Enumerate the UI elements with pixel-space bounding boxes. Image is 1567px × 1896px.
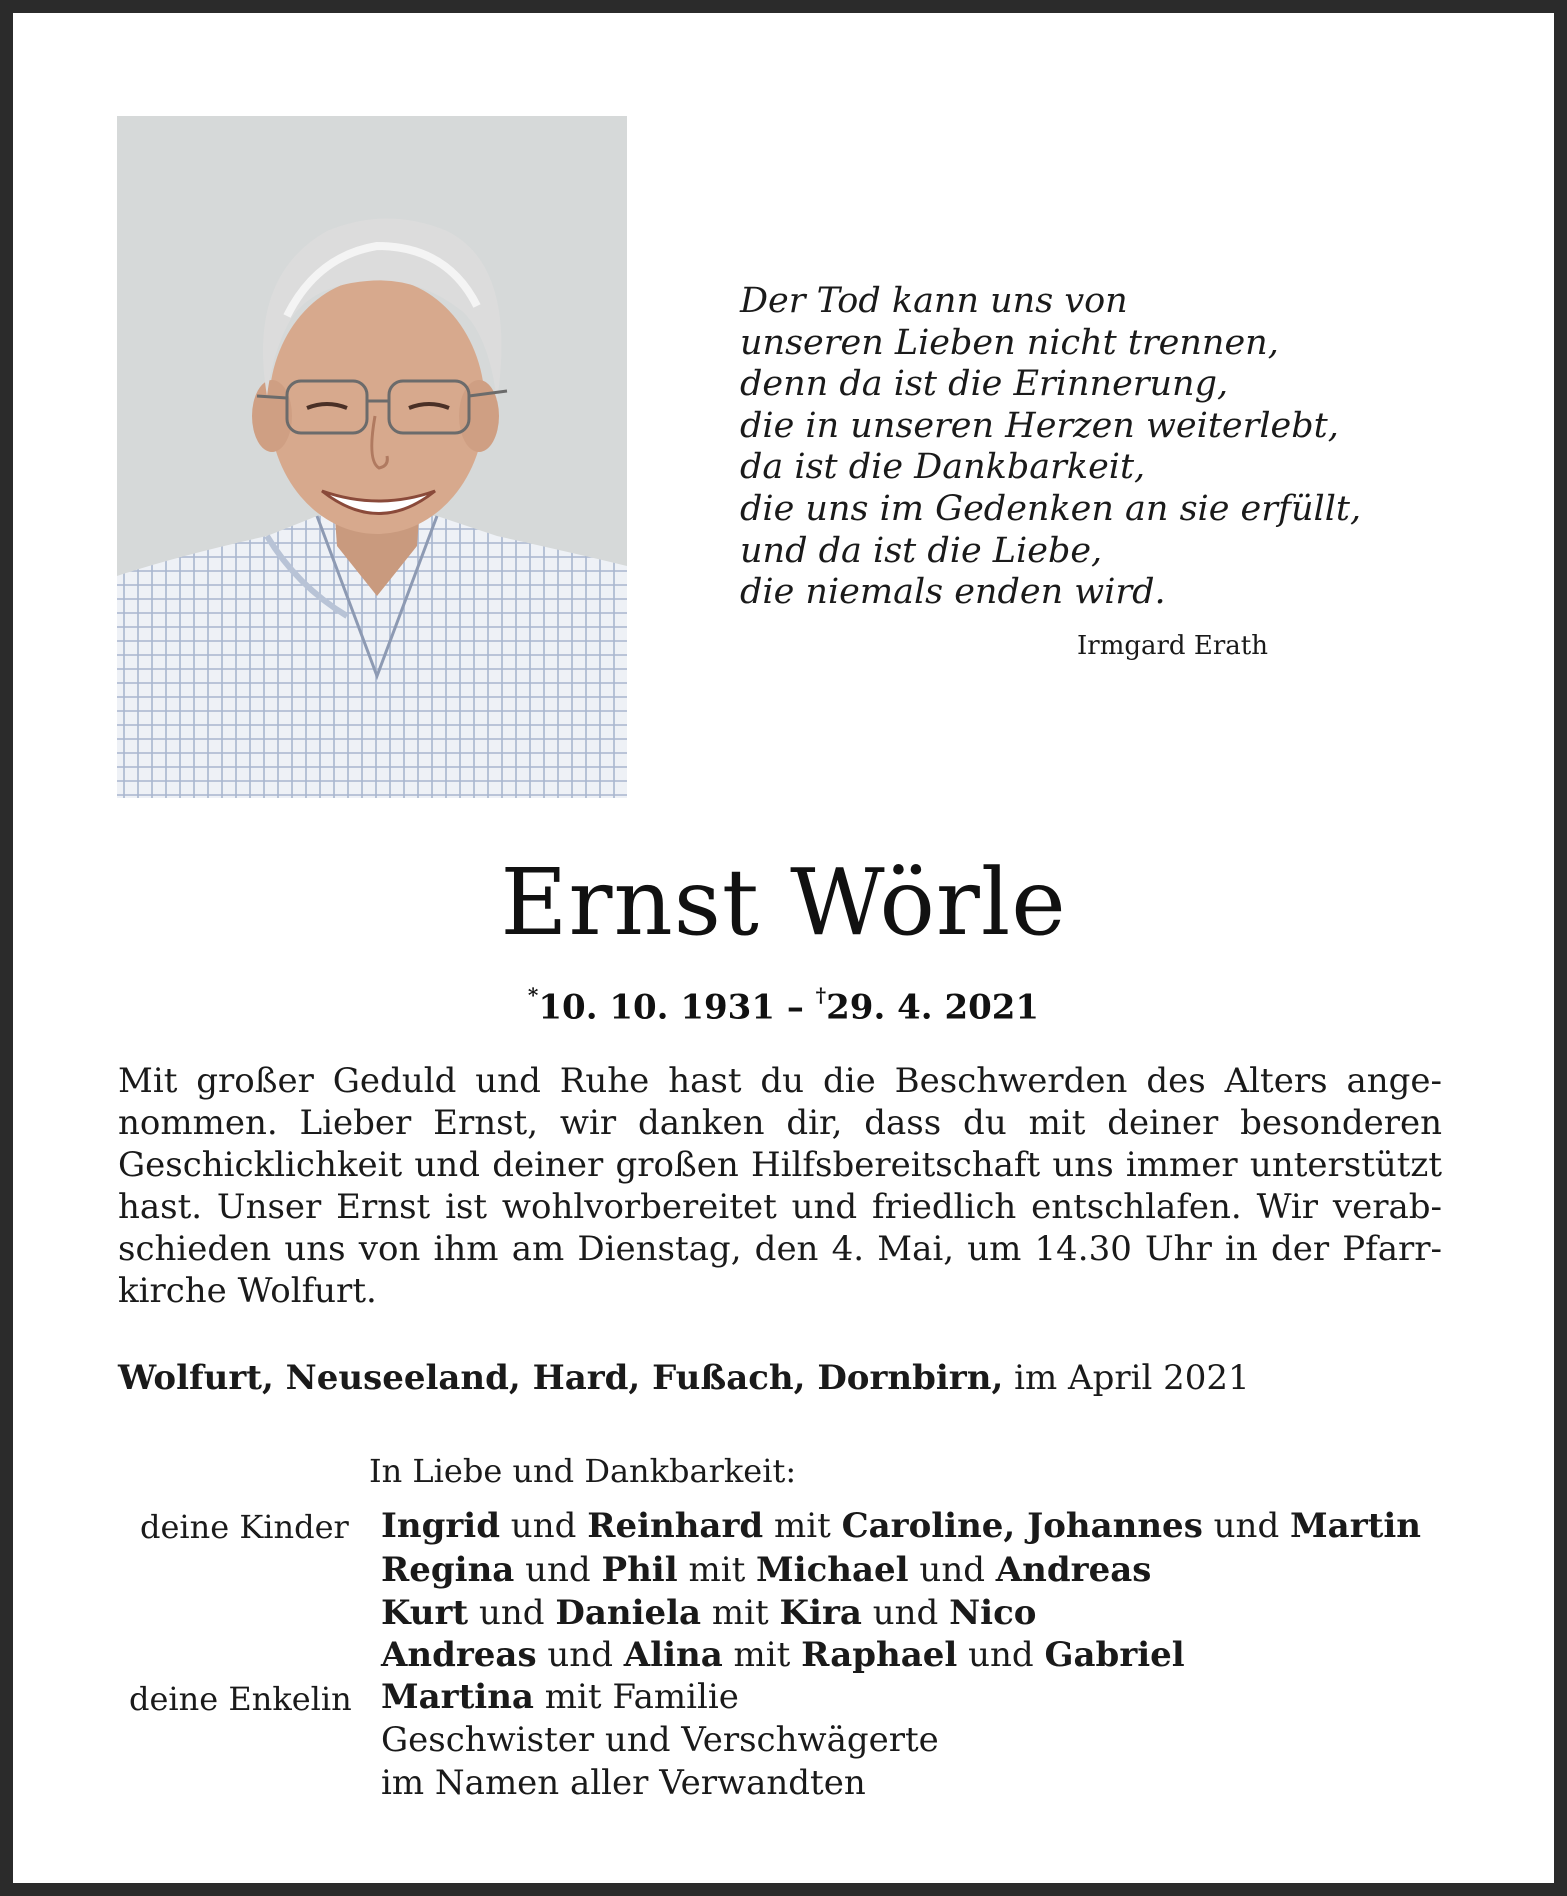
family-name: Martina bbox=[381, 1677, 534, 1717]
family-row bbox=[381, 1549, 1151, 1591]
family-name: Phil bbox=[601, 1550, 678, 1590]
family-name: Caroline, Johannes bbox=[841, 1506, 1203, 1546]
connector: mit bbox=[677, 1550, 757, 1590]
connector: mit bbox=[722, 1635, 802, 1675]
text-line: nommen. Lieber Ernst, wir danken dir, dass du mit deiner besonderen bbox=[118, 1103, 1442, 1143]
family-name: Alina bbox=[623, 1635, 723, 1675]
birth-date: 10. 10. 1931 bbox=[538, 987, 775, 1028]
text-line: kirche Wolfurt. bbox=[118, 1271, 377, 1311]
life-dates bbox=[0, 983, 1567, 1028]
connector: mit Familie bbox=[533, 1677, 739, 1717]
text-line: Geschicklichkeit und deiner großen Hilfsbereitschaft uns immer unterstützt bbox=[118, 1145, 1442, 1185]
family-name: Andreas bbox=[995, 1550, 1152, 1590]
birth-symbol: * bbox=[527, 983, 539, 1007]
family-name: Regina bbox=[381, 1550, 515, 1590]
portrait-photo bbox=[117, 116, 627, 798]
poem-author: Irmgard Erath bbox=[1077, 631, 1268, 661]
deceased-name: Ernst Wörle bbox=[500, 849, 1067, 956]
family-name: Andreas bbox=[381, 1635, 537, 1675]
death-date: 29. 4. 2021 bbox=[826, 987, 1040, 1028]
poem-line: die niemals enden wird. bbox=[740, 572, 1166, 613]
poem-line: unseren Lieben nicht trennen, bbox=[740, 322, 1279, 363]
poem-line: und da ist die Liebe, bbox=[740, 530, 1103, 571]
family-name: Kira bbox=[779, 1593, 862, 1633]
siblings-line: Geschwister und Verschwägerte bbox=[381, 1720, 939, 1760]
children-label: deine Kinder bbox=[140, 1508, 349, 1546]
place-date: im April 2021 bbox=[1003, 1358, 1250, 1398]
family-row bbox=[381, 1505, 1421, 1547]
connector: und bbox=[500, 1506, 588, 1546]
family-row bbox=[381, 1676, 739, 1718]
text-line: Mit großer Geduld und Ruhe hast du die Beschwerden des Alters ange- bbox=[118, 1061, 1442, 1101]
connector: und bbox=[908, 1550, 996, 1590]
connector: und bbox=[861, 1593, 950, 1633]
places-date bbox=[118, 1358, 1442, 1398]
poem-line: die in unseren Herzen weiterlebt, bbox=[740, 405, 1339, 446]
places-list: Wolfurt, Neuseeland, Hard, Fußach, Dornbirn, bbox=[118, 1358, 1004, 1398]
family-name: Reinhard bbox=[587, 1506, 764, 1546]
connector: mit bbox=[763, 1506, 842, 1546]
connector: und bbox=[468, 1593, 556, 1633]
grandchild-label: deine Enkelin bbox=[129, 1680, 352, 1718]
family-row bbox=[381, 1592, 1036, 1634]
connector: und bbox=[536, 1635, 624, 1675]
family-name: Kurt bbox=[381, 1593, 469, 1633]
connector: und bbox=[1202, 1506, 1291, 1546]
poem-line: denn da ist die Erinnerung, bbox=[740, 364, 1229, 405]
poem-line: die uns im Gedenken an sie erfüllt, bbox=[740, 488, 1362, 529]
family-name: Michael bbox=[756, 1550, 909, 1590]
connector: mit bbox=[701, 1593, 780, 1633]
obituary-text bbox=[118, 1060, 1442, 1312]
connector: und bbox=[957, 1635, 1045, 1675]
poem-line: da ist die Dankbarkeit, bbox=[740, 447, 1146, 488]
text-line: hast. Unser Ernst ist wohlvorbereitet und friedlich entschlafen. Wir verab- bbox=[118, 1187, 1442, 1227]
date-separator: – bbox=[774, 987, 816, 1028]
family-name: Raphael bbox=[801, 1635, 958, 1675]
family-name: Daniela bbox=[555, 1593, 702, 1633]
text-line: schieden uns von ihm am Dienstag, den 4. Mai, um 14.30 Uhr in der Pfarr- bbox=[118, 1229, 1442, 1269]
connector: und bbox=[514, 1550, 602, 1590]
family-row bbox=[381, 1634, 1185, 1676]
family-name: Nico bbox=[949, 1593, 1037, 1633]
family-name: Gabriel bbox=[1044, 1635, 1185, 1675]
portrait-illustration bbox=[117, 116, 627, 798]
signoff: In Liebe und Dankbarkeit: bbox=[369, 1452, 797, 1490]
death-symbol: † bbox=[815, 983, 827, 1007]
relatives-line: im Namen aller Verwandten bbox=[381, 1763, 866, 1803]
family-name: Martin bbox=[1290, 1506, 1421, 1546]
poem bbox=[740, 281, 1361, 614]
family-name: Ingrid bbox=[381, 1506, 500, 1546]
poem-line: Der Tod kann uns von bbox=[740, 281, 1128, 321]
